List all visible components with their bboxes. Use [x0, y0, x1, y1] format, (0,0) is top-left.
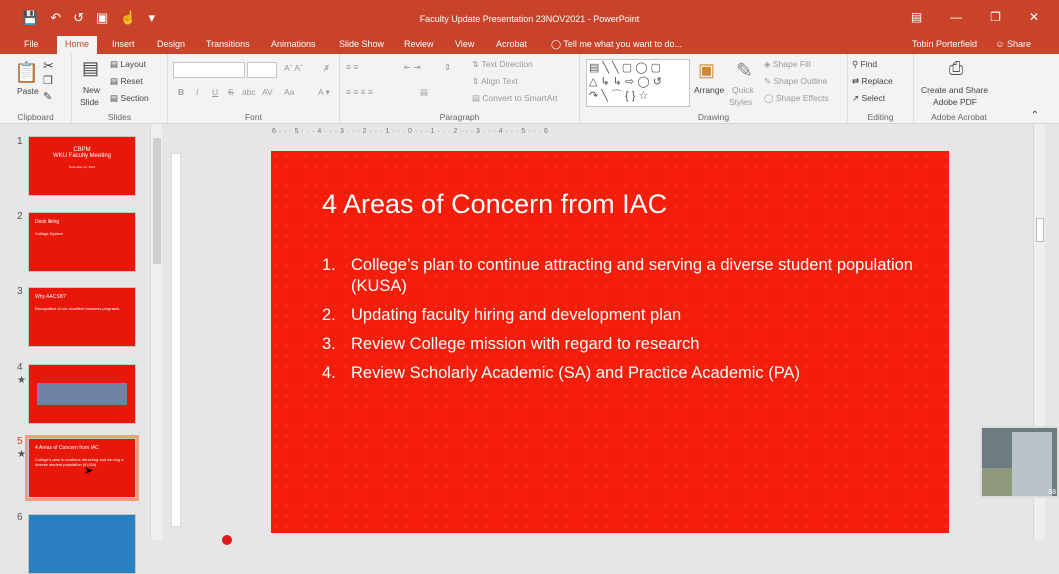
copy-icon[interactable]: ❐ — [43, 75, 53, 87]
new-slide-button-2[interactable]: Slide — [80, 97, 99, 107]
char-spacing-button[interactable]: AV — [262, 87, 273, 97]
slide-thumbnail-4[interactable] — [28, 364, 136, 424]
scroll-thumb[interactable] — [1036, 218, 1044, 242]
section-label: Section — [120, 93, 149, 103]
window-title: Faculty Update Presentation 23NOV2021 - PowerPoint — [419, 14, 640, 24]
thumb-title: 4 Areas of Concern from IAC — [35, 445, 99, 451]
smartart-icon: ▤ — [472, 93, 483, 103]
font-size-input[interactable] — [247, 62, 277, 78]
vertical-ruler — [171, 153, 181, 527]
align-text-label: Align Text — [481, 76, 518, 86]
align-text-button[interactable] — [472, 76, 518, 87]
thumb-title: CBPM WKU Faculty Meeting — [52, 147, 112, 159]
tell-me-text: Tell me what you want to do... — [563, 39, 682, 49]
search-icon: ⚲ — [852, 59, 861, 69]
undo-icon[interactable]: ↶ — [50, 10, 62, 25]
arrange-icon[interactable]: ▣ — [698, 60, 716, 80]
reset-button[interactable] — [110, 76, 143, 87]
align-icon[interactable]: ≡ ≡ ≡ ≡ — [346, 87, 373, 97]
tab-acrobat[interactable]: Acrobat — [496, 39, 528, 49]
list-item — [322, 363, 922, 384]
thumbnails-scrollbar[interactable] — [150, 124, 162, 540]
thumb-number: 2 — [17, 211, 23, 222]
tree-image — [982, 468, 1012, 498]
slide-thumbnail-2[interactable] — [28, 212, 136, 272]
shape-effects-button[interactable] — [764, 93, 829, 104]
slide-thumbnail-1[interactable] — [28, 136, 136, 196]
reset-label: Reset — [120, 76, 143, 86]
thumb-number: 3 — [17, 286, 23, 297]
list-item — [322, 334, 922, 355]
animation-star-icon: ★ — [17, 375, 26, 386]
tab-design[interactable]: Design — [157, 39, 186, 49]
line-spacing-icon[interactable]: ⇕ — [444, 62, 452, 72]
slide-list[interactable] — [322, 255, 922, 392]
text-direction-icon: ⇅ — [472, 59, 482, 69]
minimize-icon[interactable]: — — [950, 10, 963, 24]
replace-label: Replace — [861, 76, 893, 86]
create-pdf-button-2[interactable]: Adobe PDF — [933, 97, 977, 107]
shape-fill-button[interactable] — [764, 59, 811, 70]
horizontal-ruler: 6 · · · 5 · · · 4 · · · 3 · · · 2 · · · 1 · · · 0 · · · 1 · · · 2 · · · 3 · · · 4 · · · 5 · · · 6 — [272, 128, 549, 135]
pointer-icon: ↗ — [852, 93, 862, 103]
pdf-share-icon[interactable]: ⎙ — [949, 58, 964, 78]
list-item — [322, 255, 922, 297]
clipboard-group — [0, 54, 72, 124]
shadow-button[interactable]: abc — [242, 87, 256, 97]
slide-canvas[interactable] — [271, 151, 949, 533]
paste-button[interactable]: Paste — [17, 86, 39, 96]
change-case-button[interactable]: Aa — [284, 87, 295, 97]
tell-me-search[interactable] — [551, 39, 682, 50]
touch-mode-icon[interactable]: ☝ — [120, 10, 137, 25]
font-color-icon[interactable]: A ▾ — [318, 87, 330, 97]
italic-button[interactable]: I — [196, 87, 199, 97]
effects-icon: ◯ — [764, 93, 776, 103]
collapse-ribbon-icon[interactable]: ⌃ — [1030, 110, 1039, 121]
title-bar — [0, 0, 1059, 36]
thumb-subtitle: College's plan to continue attracting and serving a diverse student population (KUSA) — [35, 457, 124, 467]
slide-thumbnail-5[interactable] — [28, 438, 136, 498]
paragraph-label: Paragraph — [439, 112, 480, 122]
slides-label: Slides — [107, 112, 132, 122]
window-controls — [911, 10, 1039, 24]
item-text: Review College mission with regard to research — [351, 335, 700, 353]
replace-icon: ⇄ — [852, 76, 862, 86]
bullets-icon[interactable]: ≡ ≡ — [346, 62, 359, 72]
acrobat-group — [914, 54, 1004, 124]
thumb-subtitle: Recognition of our excellent business programs — [35, 306, 120, 311]
item-text: College’s plan to continue attracting and serving a diverse student population (KUSA) — [351, 256, 913, 295]
shape-effects-label: Shape Effects — [775, 93, 829, 103]
layout-button[interactable] — [110, 59, 146, 70]
reset-icon: ▤ — [110, 76, 121, 86]
select-button[interactable] — [852, 93, 885, 104]
create-pdf-button-1[interactable]: Create and Share — [921, 85, 989, 95]
building-image — [1012, 432, 1052, 496]
ribbon-tabs — [0, 36, 1059, 54]
tab-slide-show[interactable]: Slide Show — [339, 39, 385, 49]
bold-button[interactable]: B — [178, 87, 185, 97]
editing-group — [848, 54, 914, 124]
cut-icon[interactable]: ✂ — [43, 58, 54, 73]
ribbon-display-icon[interactable]: ▤ — [910, 10, 923, 24]
animation-star-icon: ★ — [17, 449, 26, 460]
webcam-label: 58 — [1048, 489, 1056, 496]
underline-button[interactable]: U — [212, 87, 219, 97]
tab-file[interactable]: File — [24, 39, 39, 49]
align-text-icon: ⇕ — [472, 76, 482, 86]
user-name[interactable]: Tobin Porterfield — [911, 39, 977, 49]
arrange-button[interactable]: Arrange — [694, 85, 725, 95]
start-from-beginning-icon[interactable]: ▣ — [96, 10, 109, 25]
new-slide-icon[interactable]: ▤ — [82, 58, 100, 78]
section-button[interactable] — [110, 93, 149, 104]
columns-icon[interactable]: ▤ — [420, 87, 429, 97]
slide-thumbnail-6[interactable] — [28, 514, 136, 574]
redo-icon[interactable]: ↺ — [73, 10, 84, 25]
tab-view[interactable]: View — [455, 39, 475, 49]
select-label: Select — [861, 93, 886, 103]
acrobat-label: Adobe Acrobat — [931, 112, 987, 122]
thumb-number: 1 — [17, 136, 23, 147]
font-grow-icon[interactable]: Aˆ Aˇ — [284, 63, 303, 73]
indent-icon[interactable]: ⇤ ⇥ — [404, 62, 421, 72]
font-group — [168, 54, 340, 124]
text-direction-label: Text Direction — [481, 59, 533, 69]
shape-fill-label: Shape Fill — [772, 59, 811, 69]
smartart-button[interactable] — [472, 93, 558, 104]
thumb-title: Why AACSB? — [35, 294, 66, 300]
font-name-input[interactable] — [173, 62, 245, 78]
mouse-cursor-icon: ➤ — [84, 465, 94, 477]
smartart-label: Convert to SmartArt — [482, 93, 558, 103]
save-icon[interactable]: 💾 — [22, 10, 39, 25]
section-icon: ▤ — [110, 93, 121, 103]
list-item — [322, 305, 922, 326]
editing-label: Editing — [867, 112, 894, 122]
drawing-group — [580, 54, 848, 124]
close-icon[interactable]: ✕ — [1028, 10, 1039, 24]
ribbon — [0, 54, 1059, 124]
thumb-subtitle: November 23, 2021 — [68, 165, 96, 169]
pen-icon: ✎ — [764, 76, 774, 86]
tab-transitions[interactable]: Transitions — [206, 39, 250, 49]
font-label: Font — [244, 112, 262, 122]
new-slide-button-1[interactable]: New — [83, 85, 101, 95]
slide-title[interactable]: 4 Areas of Concern from IAC — [322, 189, 668, 219]
paste-icon[interactable]: 📋 — [14, 62, 39, 84]
find-label: Find — [860, 59, 878, 69]
laser-pointer-dot — [222, 535, 232, 545]
paragraph-group — [340, 54, 580, 124]
shapes-gallery[interactable]: ▤ ╲ ╲ ▢ ◯ ▢ △ ↳ ↳ ⇨ ◯ ↺ ↷ ╲ ⌒ { } ☆ — [586, 59, 690, 107]
webcam-overlay — [980, 426, 1059, 498]
thumb-diagram — [37, 383, 127, 405]
item-number: 1. — [322, 256, 336, 274]
tab-home[interactable]: Home — [57, 36, 97, 54]
layout-label: Layout — [120, 59, 146, 69]
item-text: Review Scholarly Academic (SA) and Practice Academic (PA) — [351, 364, 801, 382]
quick-styles-button-2[interactable]: Styles — [729, 97, 753, 107]
restore-icon[interactable]: ❐ — [990, 10, 1001, 24]
thumb-number: 6 — [17, 512, 23, 523]
item-number: 3. — [322, 335, 336, 353]
layout-icon: ▤ — [110, 59, 121, 69]
lightbulb-icon: ◯ — [551, 39, 564, 49]
thumb-title: Desk liking — [35, 219, 60, 225]
slide-thumbnail-3[interactable] — [28, 287, 136, 347]
customize-icon[interactable]: ▾ — [148, 10, 156, 25]
tab-insert[interactable]: Insert — [112, 39, 135, 49]
slide-thumbnails-pane — [0, 124, 164, 540]
item-text: Updating faculty hiring and development plan — [351, 306, 682, 324]
thumb-number: 5 — [17, 436, 23, 447]
tab-review[interactable]: Review — [404, 39, 434, 49]
text-direction-button[interactable] — [472, 59, 533, 70]
tab-animations[interactable]: Animations — [271, 39, 316, 49]
paint-bucket-icon: ◈ — [764, 59, 773, 69]
item-number: 4. — [322, 364, 336, 382]
thumb-subtitle: College System — [35, 231, 64, 236]
quick-styles-button-1[interactable]: Quick — [732, 85, 754, 95]
replace-button[interactable] — [852, 76, 893, 87]
clear-format-icon[interactable]: ✗ — [323, 63, 331, 73]
item-number: 2. — [322, 306, 336, 324]
quick-styles-icon[interactable]: ✎ — [736, 60, 753, 82]
share-label: Share — [1006, 39, 1031, 49]
format-painter-icon[interactable]: ✎ — [43, 91, 53, 103]
scroll-thumb[interactable] — [153, 138, 161, 264]
share-button[interactable] — [995, 39, 1031, 49]
thumb-number: 4 — [17, 362, 23, 373]
clipboard-label: Clipboard — [17, 112, 54, 122]
strike-button[interactable]: S — [228, 87, 234, 97]
shape-outline-button[interactable] — [764, 76, 827, 87]
drawing-label: Drawing — [697, 112, 730, 122]
find-button[interactable] — [852, 59, 877, 70]
person-icon: ☺ — [995, 39, 1007, 49]
shape-outline-label: Shape Outline — [773, 76, 828, 86]
slides-group — [72, 54, 168, 124]
